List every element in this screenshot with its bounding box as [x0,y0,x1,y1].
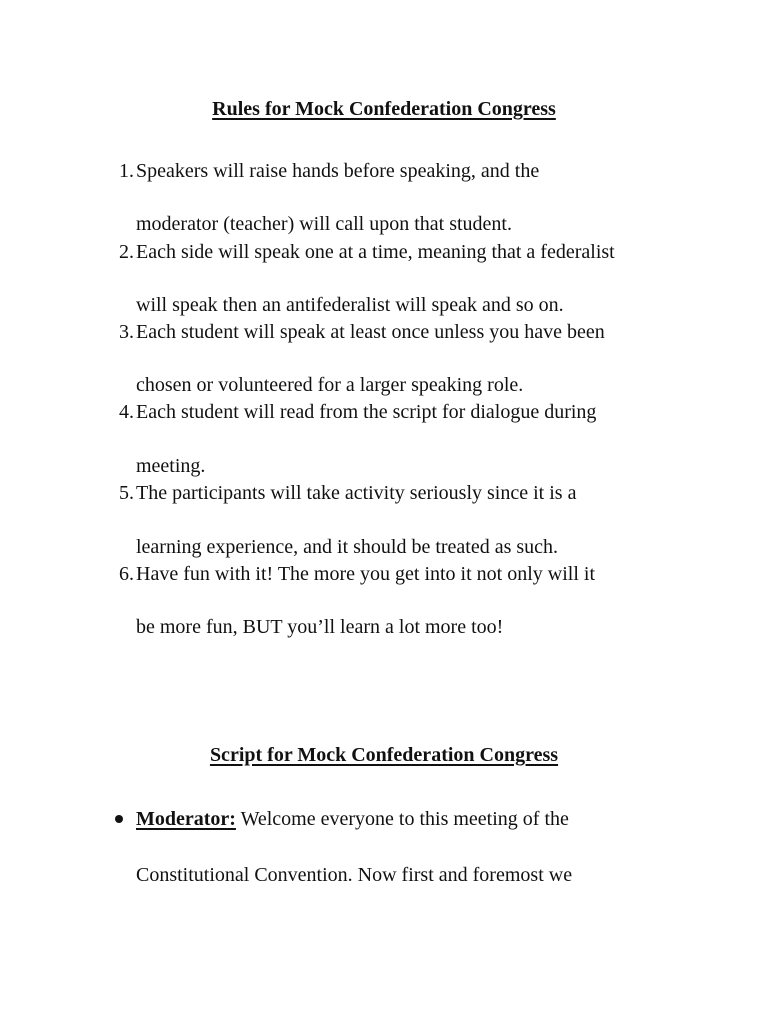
rule-text: Have fun with it! The more you get into it not only will it [136,563,596,585]
rule-text-continued: moderator (teacher) will call upon that student. [136,213,512,235]
rules-heading: Rules for Mock Confederation Congress [212,98,556,120]
rule-text-continued: chosen or volunteered for a larger speaking role. [136,374,524,396]
rule-number: 6. [119,563,134,585]
script-heading: Script for Mock Confederation Congress [209,744,559,766]
rule-text: The participants will take activity seriously since it is a [136,482,577,504]
rule-text-continued: be more fun, BUT you’ll learn a lot more too! [136,616,504,638]
rule-number: 1. [119,160,134,182]
rule-text-continued: will speak then an antifederalist will speak and so on. [136,294,564,316]
script-line-continued: Constitutional Convention. Now first and foremost we [136,864,573,886]
rule-text: Each student will speak at least once unless you have been [136,321,605,343]
rule-text-continued: meeting. [136,455,206,477]
rule-text: Speakers will raise hands before speaking, and the [136,160,540,182]
rule-number: 2. [119,241,134,263]
bullet-icon [115,815,123,823]
rule-text: Each side will speak one at a time, meaning that a federalist [136,241,615,263]
rule-number: 3. [119,321,134,343]
speaker-label: Moderator: [136,808,236,830]
rule-text-continued: learning experience, and it should be treated as such. [136,536,559,558]
rule-text: Each student will read from the script for dialogue during [136,401,597,423]
rule-number: 5. [119,482,134,504]
dialogue-text: Welcome everyone to this meeting of the [235,808,569,830]
script-line [136,807,569,831]
rule-number: 4. [119,401,134,423]
